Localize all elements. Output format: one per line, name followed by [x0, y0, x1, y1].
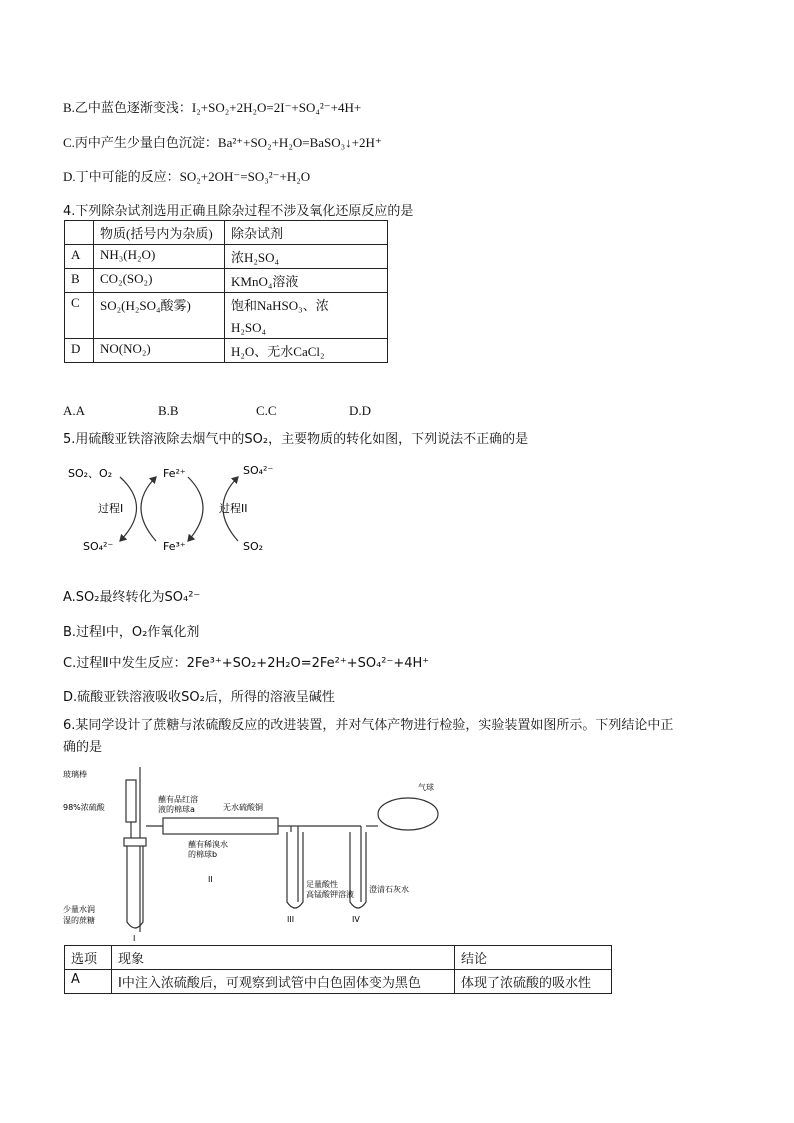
options-q4 — [63, 403, 563, 421]
table-q6 — [64, 945, 612, 994]
label-kmno4-1: 足量酸性 — [306, 880, 338, 889]
label-so2-o2: SO₂、O₂ — [68, 467, 113, 480]
label-sulfuric-acid: 98%浓硫酸 — [63, 803, 105, 812]
table-header-row — [65, 946, 612, 970]
experiment-apparatus — [63, 762, 483, 942]
table-header-cell: 选项 — [65, 946, 112, 970]
table-cell: 体现了浓硫酸的吸水性 — [455, 970, 612, 994]
acid-funnel — [126, 780, 136, 822]
label-glass-rod: 玻璃棒 — [63, 770, 87, 779]
table-row — [65, 245, 388, 269]
reagent-line-2: H₂SO₄ — [231, 320, 267, 335]
process-2-left-arrow — [188, 477, 203, 541]
label-cotton-b-1: 蘸有稀溴水 — [188, 840, 228, 849]
table-header-cell — [65, 221, 94, 245]
option-c-q5: C.过程Ⅱ中发生反应：2Fe³⁺+SO₂+2H₂O=2Fe²⁺+SO₄²⁻+4H⁺ — [63, 656, 430, 671]
label-process-1: 过程I — [98, 502, 124, 515]
option-c: C.C — [256, 403, 277, 418]
label-sulfate-left: SO₄²⁻ — [83, 540, 114, 553]
label-cotton-a-1: 蘸有品红溶 — [158, 795, 198, 804]
label-cuso4: 无水硫酸铜 — [223, 803, 263, 812]
table-cell: KMnO₄溶液 — [225, 269, 388, 293]
label-balloon: 气球 — [418, 783, 434, 792]
question-6-line-1: 6.某同学设计了蔗糖与浓硫酸反应的改进装置，并对气体产物进行检验，实验装置如图所示。下列结论中正 — [63, 718, 674, 733]
table-q4 — [64, 220, 388, 363]
option-b-q5: B.过程Ⅰ中，O₂作氧化剂 — [63, 625, 200, 640]
label-sugar-1: 少量水润 — [63, 905, 95, 914]
test-tube-3 — [287, 832, 303, 908]
label-process-2: 过程II — [219, 502, 248, 515]
table-header-cell: 现象 — [112, 946, 455, 970]
table-cell: Ⅰ中注入浓硫酸后，可观察到试管中白色固体变为黑色 — [112, 970, 455, 994]
table-header-cell: 物质(括号内为杂质) — [94, 221, 225, 245]
label-tube-2: II — [208, 875, 213, 884]
label-fe2: Fe²⁺ — [163, 467, 186, 480]
question-4: 4.下列除杂试剂选用正确且除杂过程不涉及氧化还原反应的是 — [63, 204, 414, 219]
question-5: 5.用硫酸亚铁溶液除去烟气中的SO₂，主要物质的转化如图，下列说法不正确的是 — [63, 432, 529, 447]
label-fe3: Fe³⁺ — [163, 540, 186, 553]
table-header-row — [65, 221, 388, 245]
table-cell: NO(NO₂) — [94, 339, 225, 363]
table-cell: A — [65, 970, 112, 994]
option-a-q5: A.SO₂最终转化为SO₄²⁻ — [63, 590, 201, 605]
table-cell: NH₃(H₂O) — [94, 245, 225, 269]
label-tube-3: III — [287, 915, 295, 924]
option-d-q5: D.硫酸亚铁溶液吸收SO₂后，所得的溶液呈碱性 — [63, 690, 335, 705]
table-row — [65, 339, 388, 363]
table-row — [65, 293, 388, 339]
option-d: D.D — [349, 403, 372, 418]
option-c-q3: C.丙中产生少量白色沉淀：Ba²⁺+SO₂+H₂O=BaSO₃↓+2H⁺ — [63, 135, 382, 150]
table-cell: B — [65, 269, 94, 293]
table-cell — [225, 293, 388, 339]
balloon — [378, 798, 438, 830]
label-limewater: 澄清石灰水 — [369, 885, 409, 894]
table-header-cell: 除杂试剂 — [225, 221, 388, 245]
table-cell: 浓H₂SO₄ — [225, 245, 388, 269]
label-cotton-b-2: 的棉球b — [188, 850, 218, 859]
label-kmno4-2: 高锰酸钾溶液 — [306, 890, 354, 899]
label-sugar-2: 湿的蔗糖 — [63, 916, 95, 925]
process-1-right-arrow — [141, 477, 156, 541]
table-cell: C — [65, 293, 94, 339]
table-cell: SO₂(H₂SO₄酸雾) — [94, 293, 225, 339]
question-6-line-2: 确的是 — [63, 740, 103, 755]
conversion-diagram — [63, 455, 278, 560]
option-b: B.B — [158, 403, 179, 418]
table-cell: A — [65, 245, 94, 269]
option-b-q3: B.乙中蓝色逐渐变浅：I₂+SO₂+2H₂O=2I⁻+SO₄²⁻+4H+ — [63, 100, 362, 115]
table-row — [65, 970, 612, 994]
table-row — [65, 269, 388, 293]
reagent-line-1: 饱和NaHSO₃、浓 — [231, 298, 329, 313]
label-tube-4: IV — [352, 915, 360, 924]
drying-tube-2 — [163, 818, 278, 834]
option-d-q3: D.丁中可能的反应：SO₂+2OH⁻=SO₃²⁻+H₂O — [63, 169, 311, 184]
label-so2-right: SO₂ — [243, 540, 264, 553]
label-sulfate-right: SO₄²⁻ — [243, 464, 274, 477]
table-cell: H₂O、无水CaCl₂ — [225, 339, 388, 363]
label-cotton-a-2: 液的棉球a — [158, 805, 195, 814]
table-cell: CO₂(SO₂) — [94, 269, 225, 293]
label-tube-1: I — [133, 934, 136, 942]
option-a: A.A — [63, 403, 86, 418]
table-cell: D — [65, 339, 94, 363]
test-tube-1 — [127, 844, 143, 928]
table-header-cell: 结论 — [455, 946, 612, 970]
